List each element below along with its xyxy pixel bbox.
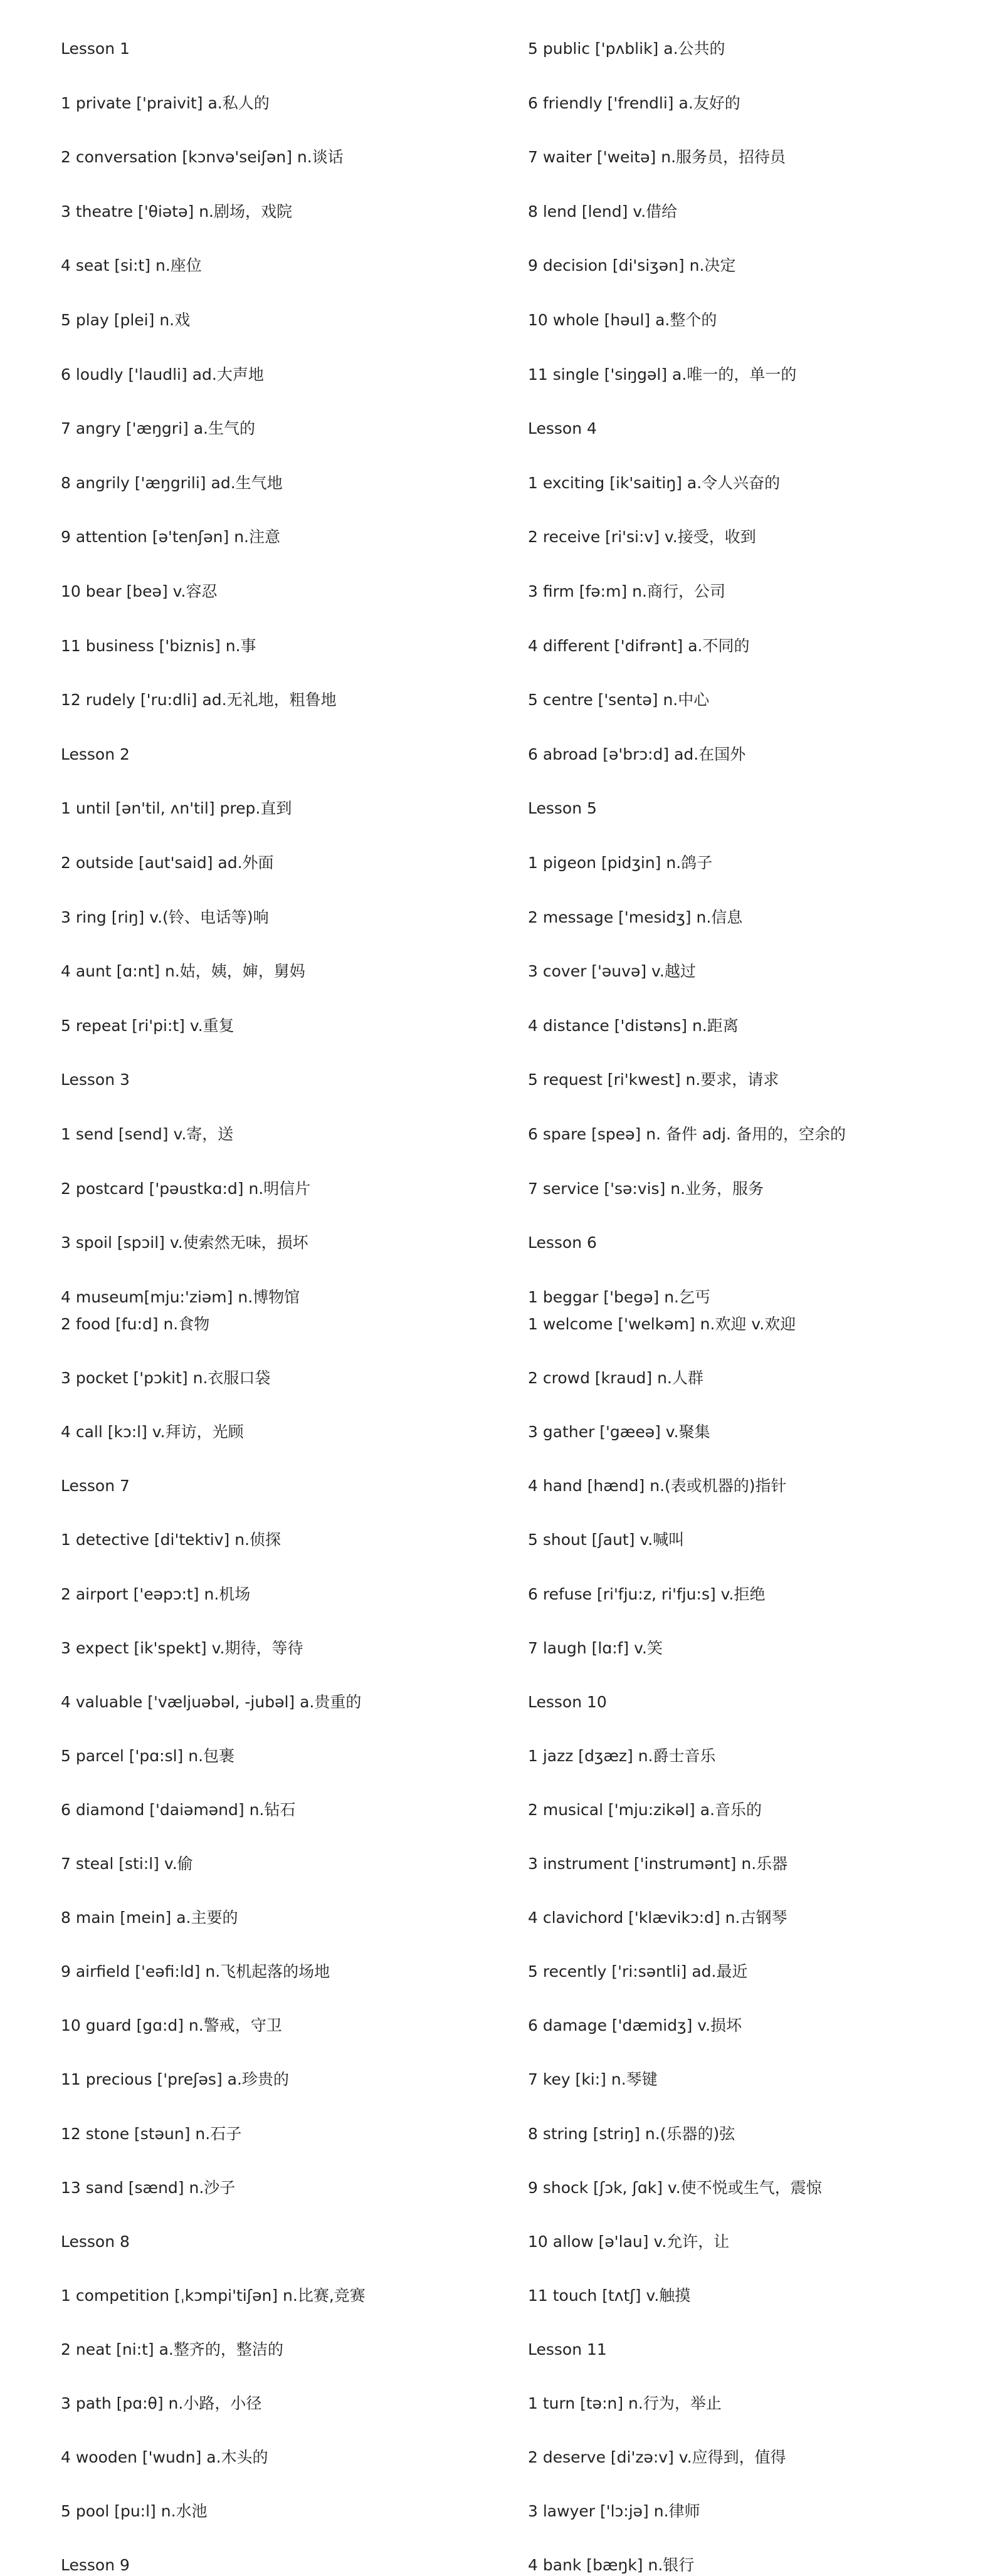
vocabulary-entry: 5 centre ['sentə] n.中心 <box>528 691 710 709</box>
vocabulary-entry: 7 waiter ['weitə] n.服务员，招待员 <box>528 148 786 167</box>
vocabulary-entry: 2 crowd [kraud] n.人群 <box>528 1369 703 1388</box>
lesson-heading: Lesson 2 <box>61 745 130 763</box>
vocabulary-entry: 4 different ['difrənt] a.不同的 <box>528 636 750 655</box>
vocabulary-entry: 3 pocket ['pɔkit] n.衣服口袋 <box>61 1369 271 1388</box>
vocabulary-entry: 3 theatre ['θiətə] n.剧场，戏院 <box>61 202 292 221</box>
vocabulary-entry: 6 diamond ['daiəmənd] n.钻石 <box>61 1800 296 1819</box>
vocabulary-entry: 1 until [ən'til, ʌn'til] prep.直到 <box>61 799 292 818</box>
vocabulary-entry: 12 stone [stəun] n.石子 <box>61 2124 242 2143</box>
lesson-heading: Lesson 11 <box>528 2340 607 2359</box>
vocabulary-entry: 2 deserve [di'zə:v] v.应得到，值得 <box>528 2448 786 2467</box>
vocabulary-entry: 1 beggar ['begə] n.乞丐 <box>528 1287 711 1306</box>
vocabulary-entry: 12 rudely ['ru:dli] ad.无礼地，粗鲁地 <box>61 691 337 709</box>
vocabulary-entry: 3 instrument ['instrumənt] n.乐器 <box>528 1855 788 1873</box>
lesson-heading: Lesson 9 <box>61 2556 130 2575</box>
vocabulary-entry: 7 key [ki:] n.琴键 <box>528 2070 658 2089</box>
vocabulary-entry: 11 touch [tʌtʃ] v.触摸 <box>528 2286 691 2305</box>
vocabulary-entry: 1 exciting [ik'saitiŋ] a.令人兴奋的 <box>528 473 781 492</box>
vocabulary-entry: 10 whole [həul] a.整个的 <box>528 311 717 329</box>
vocabulary-entry: 2 receive [ri'si:v] v.接受，收到 <box>528 528 756 547</box>
vocabulary-entry: 4 hand [hænd] n.(表或机器的)指针 <box>528 1477 787 1495</box>
vocabulary-entry: 5 request [ri'kwest] n.要求，请求 <box>528 1071 779 1089</box>
vocabulary-entry: 2 neat [ni:t] a.整齐的，整洁的 <box>61 2340 283 2359</box>
vocabulary-entry: 6 damage ['dæmidʒ] v.损坏 <box>528 2016 742 2035</box>
lesson-heading: Lesson 10 <box>528 1692 607 1711</box>
vocabulary-entry: 6 spare [speə] n. 备件 adj. 备用的，空余的 <box>528 1125 846 1143</box>
vocabulary-entry: 4 bank [bæŋk] n.银行 <box>528 2556 695 2575</box>
vocabulary-entry: 8 string [striŋ] n.(乐器的)弦 <box>528 2124 735 2143</box>
vocabulary-entry: 3 cover ['əuvə] v.越过 <box>528 962 696 981</box>
vocabulary-entry: 9 shock [ʃɔk, ʃɑk] v.使不悦或生气，震惊 <box>528 2178 822 2197</box>
vocabulary-entry: 2 airport ['eəpɔ:t] n.机场 <box>61 1584 251 1603</box>
lesson-heading: Lesson 6 <box>528 1233 597 1252</box>
vocabulary-entry: 3 gather ['gæeə] v.聚集 <box>528 1423 710 1442</box>
vocabulary-entry: 6 friendly ['frendli] a.友好的 <box>528 93 740 112</box>
vocabulary-entry: 5 public ['pʌblik] a.公共的 <box>528 39 725 58</box>
vocabulary-entry: 1 welcome ['welkəm] n.欢迎 v.欢迎 <box>528 1315 796 1333</box>
vocabulary-entry: 2 postcard ['pəustkɑ:d] n.明信片 <box>61 1179 311 1198</box>
vocabulary-entry: 4 distance ['distəns] n.距离 <box>528 1016 739 1035</box>
vocabulary-entry: 3 firm [fə:m] n.商行，公司 <box>528 582 725 600</box>
vocabulary-entry: 1 turn [tə:n] n.行为，举止 <box>528 2394 722 2412</box>
vocabulary-entry: 2 food [fu:d] n.食物 <box>61 1315 210 1333</box>
vocabulary-entry: 5 recently ['ri:səntli] ad.最近 <box>528 1962 748 1981</box>
vocabulary-entry: 1 send [send] v.寄，送 <box>61 1125 234 1143</box>
vocabulary-entry: 3 lawyer ['lɔ:jə] n.律师 <box>528 2502 700 2521</box>
vocabulary-entry: 8 lend [lend] v.借给 <box>528 202 678 221</box>
lesson-heading: Lesson 3 <box>61 1071 130 1089</box>
vocabulary-entry: 5 shout [ʃaut] v.喊叫 <box>528 1531 685 1549</box>
vocabulary-entry: 13 sand [sænd] n.沙子 <box>61 2178 236 2197</box>
vocabulary-entry: 6 loudly ['laudli] ad.大声地 <box>61 365 264 384</box>
vocabulary-entry: 3 path [pɑ:θ] n.小路，小径 <box>61 2394 262 2412</box>
lesson-heading: Lesson 1 <box>61 39 130 58</box>
vocabulary-entry: 5 pool [pu:l] n.水池 <box>61 2502 208 2521</box>
vocabulary-entry: 8 angrily ['æŋgrili] ad.生气地 <box>61 473 283 492</box>
vocabulary-entry: 3 spoil [spɔil] v.使索然无味，损坏 <box>61 1233 308 1252</box>
vocabulary-entry: 6 abroad [ə'brɔ:d] ad.在国外 <box>528 745 746 763</box>
vocabulary-entry: 9 decision [di'siʒən] n.决定 <box>528 256 736 275</box>
vocabulary-entry: 9 attention [ə'tenʃən] n.注意 <box>61 528 280 547</box>
vocabulary-entry: 11 precious ['preʃəs] a.珍贵的 <box>61 2070 289 2089</box>
vocabulary-entry: 4 seat [si:t] n.座位 <box>61 256 202 275</box>
vocabulary-entry: 9 airfield ['eəfi:ld] n.飞机起落的场地 <box>61 1962 330 1981</box>
vocabulary-entry: 11 single ['siŋgəl] a.唯一的，单一的 <box>528 365 797 384</box>
vocabulary-entry: 4 call [kɔ:l] v.拜访，光顾 <box>61 1423 244 1442</box>
vocabulary-entry: 7 service ['sə:vis] n.业务，服务 <box>528 1179 764 1198</box>
vocabulary-entry: 3 expect [ik'spekt] v.期待，等待 <box>61 1638 303 1657</box>
vocabulary-entry: 2 message ['mesidʒ] n.信息 <box>528 908 743 926</box>
vocabulary-entry: 11 business ['biznis] n.事 <box>61 636 256 655</box>
vocabulary-entry: 2 conversation [kɔnvə'seiʃən] n.谈话 <box>61 148 344 167</box>
vocabulary-entry: 10 allow [ə'lau] v.允许，让 <box>528 2232 730 2251</box>
vocabulary-entry: 5 play [plei] n.戏 <box>61 311 191 329</box>
lesson-heading: Lesson 4 <box>528 419 597 438</box>
vocabulary-entry: 1 pigeon [pidʒin] n.鸽子 <box>528 854 713 872</box>
vocabulary-entry: 2 musical ['mju:zikəl] a.音乐的 <box>528 1800 762 1819</box>
vocabulary-entry: 4 valuable ['væljuəbəl, -jubəl] a.贵重的 <box>61 1692 362 1711</box>
vocabulary-entry: 6 refuse [ri'fju:z, ri'fju:s] v.拒绝 <box>528 1584 766 1603</box>
vocabulary-entry: 1 detective [di'tektiv] n.侦探 <box>61 1531 282 1549</box>
vocabulary-entry: 4 clavichord ['klævikɔ:d] n.古钢琴 <box>528 1908 787 1927</box>
vocabulary-entry: 1 private ['praivit] a.私人的 <box>61 93 270 112</box>
vocabulary-entry: 7 angry ['æŋgri] a.生气的 <box>61 419 255 438</box>
vocabulary-entry: 3 ring [riŋ] v.(铃、电话等)响 <box>61 908 269 926</box>
vocabulary-entry: 7 steal [sti:l] v.偷 <box>61 1855 193 1873</box>
vocabulary-entry: 7 laugh [lɑ:f] v.笑 <box>528 1638 663 1657</box>
vocabulary-entry: 5 parcel ['pɑ:sl] n.包裹 <box>61 1746 235 1765</box>
vocabulary-entry: 4 museum[mju:'ziəm] n.博物馆 <box>61 1287 300 1306</box>
vocabulary-entry: 10 bear [beə] v.容忍 <box>61 582 218 600</box>
vocabulary-entry: 1 competition [ˌkɔmpi'tiʃən] n.比赛,竞赛 <box>61 2286 366 2305</box>
vocabulary-entry: 8 main [mein] a.主要的 <box>61 1908 238 1927</box>
lesson-heading: Lesson 8 <box>61 2232 130 2251</box>
lesson-heading: Lesson 5 <box>528 799 597 818</box>
vocabulary-entry: 4 wooden ['wudn] a.木头的 <box>61 2448 268 2467</box>
vocabulary-entry: 10 guard [gɑ:d] n.警戒，守卫 <box>61 2016 282 2035</box>
vocabulary-entry: 4 aunt [ɑ:nt] n.姑，姨，婶，舅妈 <box>61 962 305 981</box>
lesson-heading: Lesson 7 <box>61 1477 130 1495</box>
vocabulary-entry: 1 jazz [dʒæz] n.爵士音乐 <box>528 1746 716 1765</box>
vocabulary-entry: 5 repeat [ri'pi:t] v.重复 <box>61 1016 234 1035</box>
vocabulary-entry: 2 outside [aut'said] ad.外面 <box>61 854 274 872</box>
